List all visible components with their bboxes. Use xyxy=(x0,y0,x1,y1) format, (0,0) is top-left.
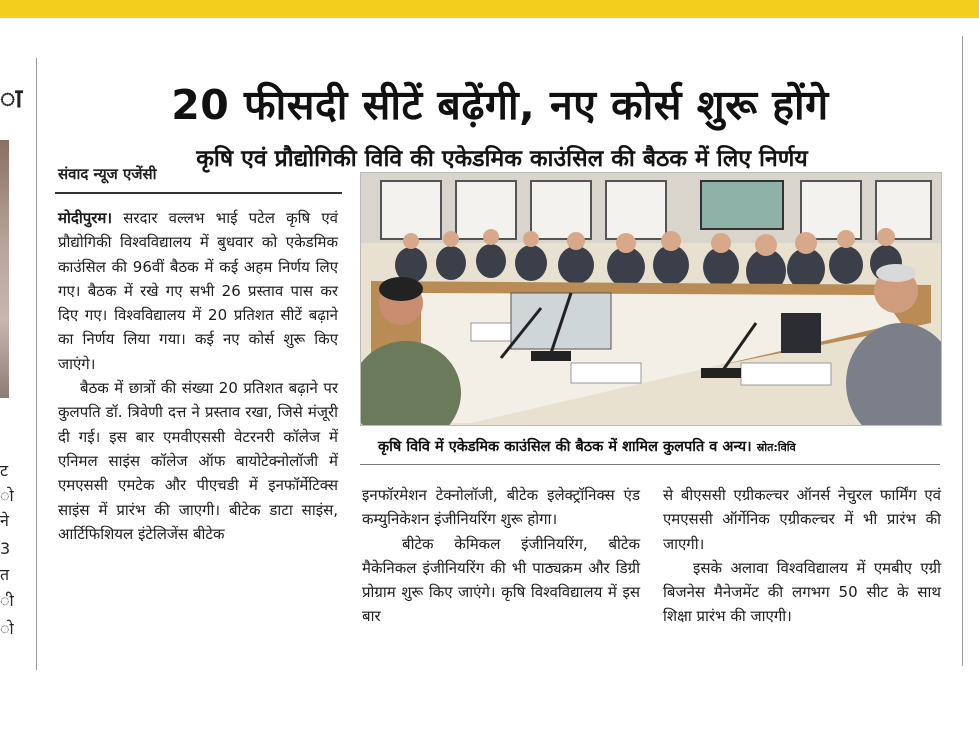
paragraph: इसके अलावा विश्वविद्यालय में एमबीए एग्री बिजनेस मैनेजमेंट की लगभग 50 सीट के साथ शिक्षा प्रारंभ की जाएगी। xyxy=(663,558,941,626)
byline-underline xyxy=(55,192,342,194)
caption-text: कृषि विवि में एकेडमिक काउंसिल की बैठक में शामिल कुलपति व अन्य। xyxy=(378,439,752,455)
caption-underline xyxy=(360,464,940,465)
article-column-2 xyxy=(362,483,640,629)
meeting-photo xyxy=(360,172,942,426)
photo-caption xyxy=(378,436,796,456)
column-divider xyxy=(962,36,963,666)
byline: संवाद न्यूज एजेंसी xyxy=(58,165,157,183)
column-divider xyxy=(36,58,37,670)
left-fragment-text: 3 xyxy=(0,539,11,558)
left-fragment-title: ा xyxy=(0,84,23,114)
left-fragment-text: ट xyxy=(0,461,9,480)
photo-source: स्रोत:विवि xyxy=(756,441,796,454)
paragraph: सरदार वल्लभ भाई पटेल कृषि एवं प्रौद्योगिकी विश्वविद्यालय में बुधवार को एकेडमिक काउंसिल की 96वीं बैठक में कई अहम निर्णय लिए गए। बैठक में रखे गए सभी 26 प्रस्ताव पास कर दिए गए। विश्वविद्यालय में 20 प्रतिशत सीटें बढ़ाने का निर्णय लिया गया। कई नए कोर्स शुरू किए जाएंगे। xyxy=(58,209,338,373)
left-photo-fragment xyxy=(0,140,9,398)
dateline: मोदीपुरम। xyxy=(58,209,113,227)
top-color-bar xyxy=(0,0,979,18)
article-column-3 xyxy=(663,483,941,629)
paragraph: से बीएससी एग्रीकल्चर ऑनर्स नेचुरल फार्मिंग एवं एमएससी ऑर्गेनिक एग्रीकल्चर में भी प्रारंभ की जाएगी। xyxy=(663,486,941,553)
left-fragment-text: त xyxy=(0,565,10,584)
left-fragment-text: ी xyxy=(0,591,14,610)
article-column-1 xyxy=(58,206,338,546)
left-fragment-text: ो xyxy=(0,619,14,638)
paragraph: बीटेक केमिकल इंजीनियरिंग, बीटेक मैकेनिकल इंजीनियरिंग की भी पाठ्यक्रम और डिग्री प्रोग्राम शुरू किए जाएंगे। कृषि विश्वविद्यालय में इस बार xyxy=(362,534,640,626)
left-fragment-text: ने xyxy=(0,511,9,530)
left-fragment-text: ो xyxy=(0,486,14,505)
paragraph: बैठक में छात्रों की संख्या 20 प्रतिशत बढ़ाने पर कुलपति डॉ. त्रिवेणी दत्त ने प्रस्ताव रखा, जिसे मंजूरी दी गई। इस बार एमवीएससी वेटरनरी कॉलेज में एनिमल साइंस कॉलेज ऑफ बायोटेक्नोलॉजी में एमएससी एमटेक और पीएचडी में इनफॉर्मेटिक्स साइंस में प्रारंभ की जाएगी। बीटेक डाटा साइंस, आर्टिफिशियल इंटेलिजेंस बीटेक xyxy=(58,379,338,543)
headline: 20 फीसदी सीटें बढ़ेंगी, नए कोर्स शुरू होंगे xyxy=(171,81,829,130)
paragraph: इनफॉरमेशन टेक्नोलॉजी, बीटेक इलेक्ट्रॉनिक्स एंड कम्युनिकेशन इंजीनियरिंग शुरू होगा। xyxy=(362,486,640,529)
subheadline: कृषि एवं प्रौद्योगिकी विवि की एकेडमिक काउंसिल की बैठक में लिए निर्णय xyxy=(196,146,808,173)
